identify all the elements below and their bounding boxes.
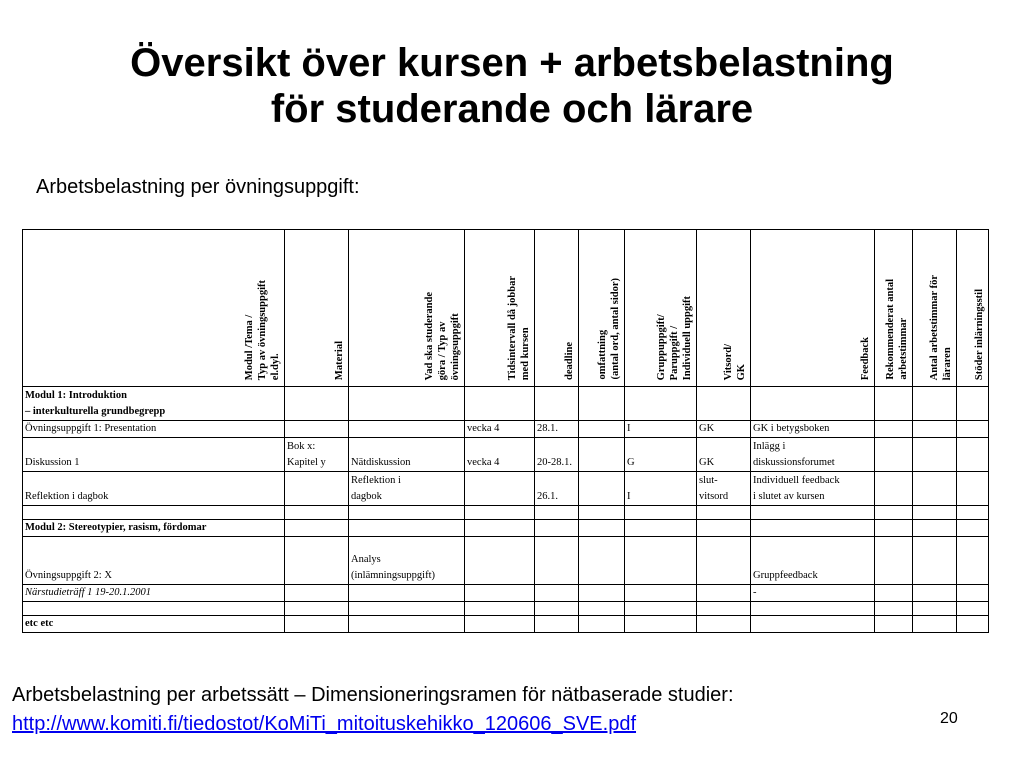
header-label-line: el.dyl. <box>270 353 281 380</box>
header-label-line: deadline <box>564 342 575 380</box>
table-row <box>23 472 989 506</box>
cell-text: Reflektion i <box>351 475 401 486</box>
header-label-line: Vitsord/ <box>723 343 734 380</box>
header-label-line: Stöder inlärningsstil <box>974 288 985 380</box>
table-cell-deadline <box>535 421 579 438</box>
table-cell-learning-style <box>957 506 989 520</box>
table-row <box>23 387 989 421</box>
cell-text: Övningsuppgift 1: Presentation <box>25 423 157 434</box>
table-cell-group-type <box>625 472 697 506</box>
section-subtitle: Arbetsbelastning per övningsuppgift: <box>36 176 360 198</box>
table-row <box>23 537 989 585</box>
table-row <box>23 421 989 438</box>
table-cell-deadline <box>535 537 579 585</box>
table-cell-learning-style <box>957 421 989 438</box>
table-cell-learning-style <box>957 616 989 633</box>
table-cell-learning-style <box>957 537 989 585</box>
table-cell-teacher-hours <box>913 421 957 438</box>
header-feedback <box>751 230 875 387</box>
slide-title-line-2: för studerande och lärare <box>270 87 754 131</box>
table-cell-group-type <box>625 585 697 602</box>
header-label <box>596 278 622 380</box>
table-cell-scope <box>579 387 625 421</box>
header-module-task <box>23 230 285 387</box>
table-cell-grade <box>697 585 751 602</box>
header-label <box>333 341 346 380</box>
header-label-line: Typ av övningsuppgift <box>257 279 268 380</box>
reference-link[interactable]: http://www.komiti.fi/tiedostot/KoMiTi_mitoituskehikko_120606_SVE.pdf <box>12 713 637 735</box>
cell-text: 26.1. <box>537 491 558 502</box>
table-row <box>23 602 989 616</box>
table-cell-time-interval <box>465 537 535 585</box>
header-label <box>655 296 694 380</box>
cell-text: I <box>627 491 631 502</box>
header-recommended-hours <box>875 230 913 387</box>
table-cell-scope <box>579 616 625 633</box>
cell-text: etc etc <box>25 618 54 629</box>
slide-title-line-1: Översikt över kursen + arbetsbelastning <box>130 41 894 85</box>
table-cell-time-interval <box>465 520 535 537</box>
table-cell-feedback <box>751 537 875 585</box>
table-cell-time-interval <box>465 602 535 616</box>
table-cell-group-type <box>625 506 697 520</box>
header-scope <box>579 230 625 387</box>
cell-text: Kapitel y <box>287 457 326 468</box>
table-cell-module-task <box>23 506 285 520</box>
table-cell-deadline <box>535 438 579 472</box>
table-cell-module-task <box>23 387 285 421</box>
header-label-line: Feedback <box>860 336 871 380</box>
table-cell-module-task <box>23 537 285 585</box>
table-cell-student-activity <box>349 585 465 602</box>
table-cell-grade <box>697 438 751 472</box>
table-cell-deadline <box>535 616 579 633</box>
header-label-line: Rekommenderat antal <box>885 279 896 380</box>
table-row <box>23 506 989 520</box>
table-cell-learning-style <box>957 472 989 506</box>
header-label-line: göra / Typ av <box>437 321 448 380</box>
cell-text: 28.1. <box>537 423 558 434</box>
table-row <box>23 438 989 472</box>
cell-text: Reflektion i dagbok <box>25 491 109 502</box>
header-label <box>423 292 462 380</box>
header-label-line: övningsuppgift <box>450 312 461 380</box>
table-cell-learning-style <box>957 602 989 616</box>
table-cell-teacher-hours <box>913 438 957 472</box>
cell-text: Inlägg i <box>753 441 786 452</box>
table-cell-student-activity <box>349 387 465 421</box>
cell-text: slut- <box>699 475 718 486</box>
cell-text: Analys <box>351 554 381 565</box>
table-cell-scope <box>579 421 625 438</box>
header-student-activity <box>349 230 465 387</box>
header-label-line: (antal ord, antal sidor) <box>610 278 621 380</box>
table-cell-recommended-hours <box>875 506 913 520</box>
table-cell-deadline <box>535 585 579 602</box>
table-cell-recommended-hours <box>875 438 913 472</box>
cell-text: I <box>627 423 631 434</box>
cell-text: Närstudieträff 1 19-20.1.2001 <box>25 587 152 598</box>
header-label-line: Tidsintervall då jobbar <box>507 275 518 380</box>
table-cell-material <box>285 438 349 472</box>
table-cell-teacher-hours <box>913 602 957 616</box>
header-label <box>884 279 910 380</box>
table-cell-group-type <box>625 616 697 633</box>
table-cell-recommended-hours <box>875 602 913 616</box>
table-cell-student-activity <box>349 472 465 506</box>
cell-text: GK <box>699 457 715 468</box>
header-time-interval <box>465 230 535 387</box>
table-row <box>23 585 989 602</box>
table-cell-group-type <box>625 537 697 585</box>
cell-text: Modul 2: Stereotypier, rasism, fördomar <box>25 522 207 533</box>
table-cell-recommended-hours <box>875 520 913 537</box>
workload-reference-text: Arbetsbelastning per arbetssätt – Dimensioneringsramen för nätbaserade studier: <box>12 684 734 706</box>
table-cell-student-activity <box>349 520 465 537</box>
table-cell-group-type <box>625 421 697 438</box>
table-cell-grade <box>697 387 751 421</box>
table-cell-learning-style <box>957 520 989 537</box>
table-cell-group-type <box>625 602 697 616</box>
cell-text: (inlämningsuppgift) <box>351 570 435 581</box>
table-cell-group-type <box>625 387 697 421</box>
header-label-line: Paruppgift / <box>669 325 680 380</box>
table-cell-material <box>285 602 349 616</box>
cell-text: G <box>627 457 635 468</box>
header-deadline <box>535 230 579 387</box>
table-cell-material <box>285 506 349 520</box>
header-label-line: Vad ska studerande <box>424 291 435 380</box>
header-label-line: Antal arbetstimmar för <box>929 274 940 380</box>
header-label-line: Material <box>334 340 345 380</box>
table-cell-teacher-hours <box>913 506 957 520</box>
table-cell-material <box>285 387 349 421</box>
cell-text: 20-28.1. <box>537 457 572 468</box>
slide-title <box>0 40 1024 132</box>
table-header-row <box>23 230 989 387</box>
cell-text: Diskussion 1 <box>25 457 80 468</box>
table-cell-time-interval <box>465 472 535 506</box>
table-cell-student-activity <box>349 506 465 520</box>
header-material <box>285 230 349 387</box>
table-cell-scope <box>579 537 625 585</box>
table-cell-scope <box>579 520 625 537</box>
table-cell-feedback <box>751 438 875 472</box>
table-cell-learning-style <box>957 387 989 421</box>
table-cell-grade <box>697 537 751 585</box>
table-cell-module-task <box>23 438 285 472</box>
table-cell-module-task <box>23 616 285 633</box>
header-label-line: läraren <box>942 346 953 380</box>
cell-text: Modul 1: Introduktion <box>25 390 127 401</box>
header-label <box>243 280 282 380</box>
cell-text: - <box>753 587 757 598</box>
table-cell-teacher-hours <box>913 520 957 537</box>
table-cell-module-task <box>23 585 285 602</box>
cell-text: Bok x: <box>287 441 316 452</box>
header-label-line: med kursen <box>520 327 531 380</box>
cell-text: Gruppfeedback <box>753 570 818 581</box>
table-cell-teacher-hours <box>913 537 957 585</box>
table-cell-recommended-hours <box>875 387 913 421</box>
table-cell-time-interval <box>465 438 535 472</box>
table-cell-student-activity <box>349 602 465 616</box>
header-label <box>973 289 986 380</box>
table-cell-deadline <box>535 602 579 616</box>
cell-text: Övningsuppgift 2: X <box>25 570 112 581</box>
page-number: 20 <box>940 710 958 727</box>
cell-text: GK i betygsboken <box>753 423 830 434</box>
header-label <box>928 275 954 380</box>
workload-table <box>22 229 989 633</box>
table-cell-deadline <box>535 472 579 506</box>
table-cell-recommended-hours <box>875 537 913 585</box>
table-cell-feedback <box>751 520 875 537</box>
table-row <box>23 520 989 537</box>
cell-text: vecka 4 <box>467 423 500 434</box>
table-cell-teacher-hours <box>913 616 957 633</box>
cell-text: i slutet av kursen <box>753 491 825 502</box>
header-group-type <box>625 230 697 387</box>
table-cell-time-interval <box>465 387 535 421</box>
table-cell-scope <box>579 585 625 602</box>
table-cell-deadline <box>535 387 579 421</box>
table-cell-feedback <box>751 472 875 506</box>
table-cell-material <box>285 472 349 506</box>
table-cell-material <box>285 421 349 438</box>
cell-text: vitsord <box>699 491 729 502</box>
table-cell-student-activity <box>349 421 465 438</box>
table-cell-deadline <box>535 520 579 537</box>
header-label <box>506 276 532 380</box>
table-cell-grade <box>697 421 751 438</box>
table-cell-scope <box>579 602 625 616</box>
cell-text: Nätdiskussion <box>351 457 411 468</box>
table-cell-student-activity <box>349 537 465 585</box>
table-cell-recommended-hours <box>875 585 913 602</box>
table-cell-feedback <box>751 421 875 438</box>
table-cell-recommended-hours <box>875 421 913 438</box>
table-cell-module-task <box>23 520 285 537</box>
table-cell-module-task <box>23 602 285 616</box>
table-cell-feedback <box>751 506 875 520</box>
table-cell-recommended-hours <box>875 616 913 633</box>
table-cell-material <box>285 537 349 585</box>
table-cell-time-interval <box>465 616 535 633</box>
header-grade <box>697 230 751 387</box>
header-label <box>859 337 872 380</box>
table-cell-time-interval <box>465 506 535 520</box>
table-cell-teacher-hours <box>913 472 957 506</box>
table-cell-teacher-hours <box>913 387 957 421</box>
header-label <box>722 344 748 380</box>
table-cell-grade <box>697 520 751 537</box>
table-cell-grade <box>697 602 751 616</box>
table-cell-material <box>285 585 349 602</box>
cell-text: vecka 4 <box>467 457 500 468</box>
table-cell-time-interval <box>465 421 535 438</box>
table-cell-student-activity <box>349 438 465 472</box>
cell-text: dagbok <box>351 491 382 502</box>
cell-text: Individuell feedback <box>753 475 840 486</box>
table-cell-module-task <box>23 421 285 438</box>
cell-text: GK <box>699 423 715 434</box>
header-label-line: omfattning <box>597 330 608 380</box>
table-cell-grade <box>697 472 751 506</box>
table-cell-material <box>285 520 349 537</box>
header-label-line: Modul /Tema / <box>244 314 255 380</box>
header-label-line: arbetstimmar <box>898 318 909 380</box>
table-cell-scope <box>579 438 625 472</box>
cell-text: diskussionsforumet <box>753 457 835 468</box>
table-body <box>23 387 989 633</box>
table-cell-module-task <box>23 472 285 506</box>
header-label-line: Individuell uppgift <box>682 295 693 380</box>
table-cell-group-type <box>625 438 697 472</box>
header-label-line: Gruppuppgift/ <box>656 314 667 380</box>
table-cell-group-type <box>625 520 697 537</box>
table-cell-grade <box>697 616 751 633</box>
table-row <box>23 616 989 633</box>
table-cell-student-activity <box>349 616 465 633</box>
header-learning-style <box>957 230 989 387</box>
cell-text: – interkulturella grundbegrepp <box>25 406 166 417</box>
table-cell-recommended-hours <box>875 472 913 506</box>
table-cell-material <box>285 616 349 633</box>
header-teacher-hours <box>913 230 957 387</box>
table-cell-scope <box>579 506 625 520</box>
table-cell-feedback <box>751 602 875 616</box>
table-cell-scope <box>579 472 625 506</box>
table-cell-teacher-hours <box>913 585 957 602</box>
table-cell-learning-style <box>957 438 989 472</box>
header-label-line: GK <box>736 363 747 380</box>
table-cell-time-interval <box>465 585 535 602</box>
header-label <box>563 342 576 380</box>
table-cell-feedback <box>751 616 875 633</box>
table-cell-deadline <box>535 506 579 520</box>
table-cell-grade <box>697 506 751 520</box>
table-cell-feedback <box>751 585 875 602</box>
table-cell-learning-style <box>957 585 989 602</box>
table-cell-feedback <box>751 387 875 421</box>
